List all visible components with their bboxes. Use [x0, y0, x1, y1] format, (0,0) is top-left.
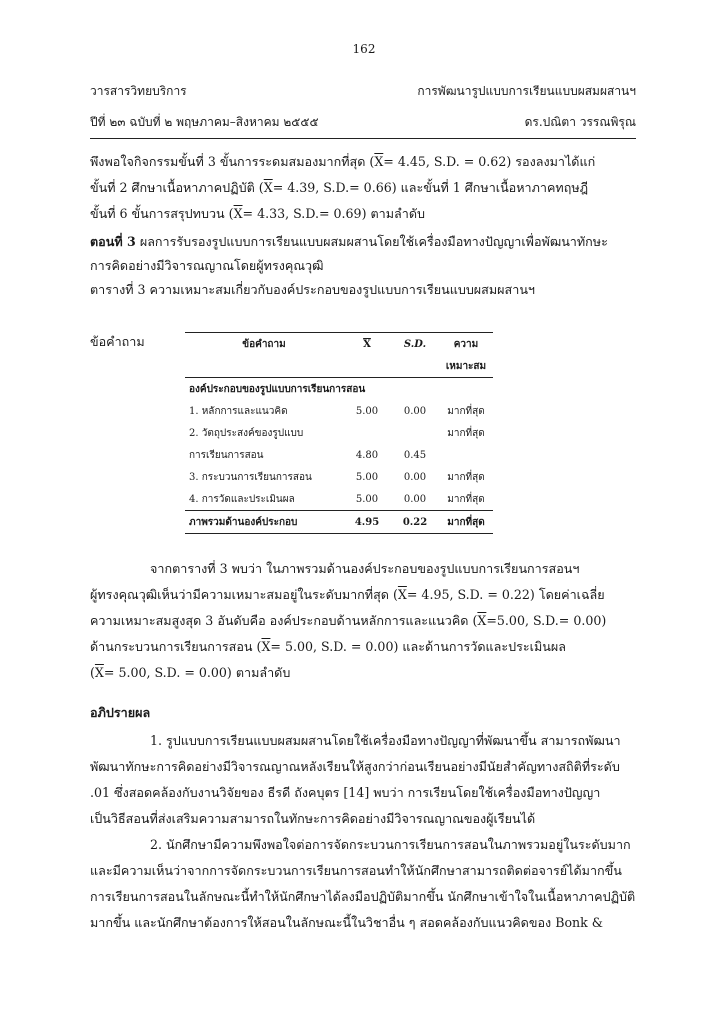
col-header-level: ความ	[453, 338, 479, 350]
text-line: มากขึ้น และนักศึกษาต้องการให้สอนในลักษณะนี้ในวิชาอื่น ๆ สอดคล้องกับแนวคิดของ Bonk &	[90, 915, 603, 930]
mean-symbol: $\overline{X}$	[374, 154, 384, 169]
text-line: เป็นวิธีสอนที่ส่งเสริมความสามารถในทักษะการคิดอย่างมีวิจารณญาณของผู้เรียนได้	[90, 811, 536, 826]
journal-issue: ปีที่ ๒๓ ฉบับที่ ๒ พฤษภาคม–สิงหาคม ๒๕๕๕	[90, 115, 319, 129]
article-title: การพัฒนารูปแบบการเรียนแบบผสมผสานฯ	[417, 84, 636, 98]
text-line: ขั้นที่ 2 ศึกษาเนื้อหาภาคปฏิบัติ ($\overline{X}= 4.39$, S.D.= 0.66) และขั้นที่ 1 ศึกษาเนื้อหาภาคทฤษฎี	[90, 180, 589, 195]
text-line: ความเหมาะสมสูงสุด 3 อันดับคือ องค์ประกอบด้านหลักการและแนวคิด ($\overline{X}=5.00$, S.D.= 0.00)	[90, 613, 607, 628]
mean-symbol: $\overline{X}$	[397, 587, 407, 602]
table-row: 3. กระบวนการเรียนการสอน 5.00 0.00 มากที่สุด	[189, 471, 485, 483]
text-line: พึงพอใจกิจกรรมขั้นที่ 3 ขั้นการระดมสมองมากที่สุด ($\overline{X}= 4.45$, S.D. = 0.62) รองลงมาได้แก่	[90, 154, 596, 169]
table-section-title: องค์ประกอบของรูปแบบการเรียนการสอน	[189, 383, 366, 395]
text-line: 1. รูปแบบการเรียนแบบผสมผสานโดยใช้เครื่องมือทางปัญญาที่พัฒนาขึ้น สามารถพัฒนา	[150, 733, 621, 748]
paragraph-satisfaction	[90, 149, 636, 227]
col-header-mean: $\overline{X}$	[363, 338, 371, 350]
table-caption: ตารางที่ 3 ความเหมาะสมเกี่ยวกับองค์ประกอบของรูปแบบการเรียนแบบผสมผสานฯ	[90, 282, 535, 297]
table-total-row: ภาพรวมด้านองค์ประกอบ 4.95 0.22 มากที่สุด	[185, 511, 493, 534]
mean-symbol: $\overline{X}$	[477, 613, 487, 628]
table-row: 4. การวัดและประเมินผล 5.00 0.00 มากที่สุด	[185, 488, 493, 511]
section-label: ตอนที่ 3	[90, 234, 136, 249]
col-header-sd: S.D.	[403, 338, 427, 350]
journal-name: วารสารวิทยบริการ	[90, 84, 187, 98]
section-heading-cont: การคิดอย่างมีวิจารณญาณโดยผู้ทรงคุณวุฒิ	[90, 258, 324, 273]
header-rule	[90, 138, 636, 139]
page-number: 162	[352, 42, 376, 56]
author-name: ดร.ปณิตา วรรณพิรุณ	[524, 115, 636, 129]
discussion-section	[90, 700, 636, 936]
text-line: ($\overline{X}= 5.00$, S.D. = 0.00) ตามลำดับ	[90, 665, 291, 680]
table-row: 2. วัตถุประสงค์ของรูปแบบ มากที่สุด	[189, 427, 485, 439]
text-line: และมีความเห็นว่าจากการจัดกระบวนการเรียนการสอนทำให้นักศึกษาสามารถติดต่อจารย์ได้มากขึ้น	[90, 863, 622, 878]
mean-symbol: $\overline{X}$	[263, 180, 273, 195]
mean-symbol: $\overline{X}$	[261, 639, 271, 654]
mean-symbol: $\overline{X}$	[233, 206, 243, 221]
col-header-level-cont: เหมาะสม	[445, 360, 487, 372]
question-label: ข้อคำถาม	[90, 334, 145, 349]
table-3	[185, 332, 493, 534]
text-line: ขั้นที่ 6 ขั้นการสรุปทบวน ($\overline{X}= 4.33$, S.D.= 0.69) ตามลำดับ	[90, 206, 425, 221]
text-line: ด้านกระบวนการเรียนการสอน ($\overline{X}= 5.00$, S.D. = 0.00) และด้านการวัดและประเมินผล	[90, 639, 566, 654]
table-row: การเรียนการสอน 4.80 0.45	[189, 449, 427, 461]
text-line: 2. นักศึกษามีความพึงพอใจต่อการจัดกระบวนการเรียนการสอนในภาพรวมอยู่ในระดับมาก	[150, 837, 631, 852]
col-header-item: ข้อคำถาม	[242, 338, 286, 350]
paragraph-table-summary	[90, 556, 636, 686]
text-line: .01 ซึ่งสอดคล้องกับงานวิจัยของ ธีรดี ถังคบุตร [14] พบว่า การเรียนโดยใช้เครื่องมือทางปัญญา	[90, 785, 601, 800]
mean-symbol: $\overline{X}$	[94, 665, 104, 680]
text-line: การเรียนการสอนในลักษณะนี้ทำให้นักศึกษาได้ลงมือปฏิบัติมากขึ้น นักศึกษาเข้าใจในเนื้อหาภาคปฏิบัติ	[90, 889, 636, 904]
text-line: ผู้ทรงคุณวุฒิเห็นว่ามีความเหมาะสมอยู่ในระดับมากที่สุด ($\overline{X}= 4.95$, S.D. = 0.22) โดยค่าเฉลี่ย	[90, 587, 605, 602]
table-row: 1. หลักการและแนวคิด 5.00 0.00 มากที่สุด	[189, 405, 485, 417]
discussion-heading: อภิปรายผล	[90, 705, 151, 720]
section-3-heading: ตอนที่ 3 ผลการรับรองรูปแบบการเรียนแบบผสมผสานโดยใช้เครื่องมือทางปัญญาเพื่อพัฒนาทักษะ การคิดอย่างมีวิจารณญาณโดยผู้ทรงคุณวุฒิ ตารางที่ 3 ความเหมาะสมเกี่ยวกับองค์ประกอบของรูปแบบการเรียนแบบผสมผสานฯ	[90, 230, 636, 302]
text-line: พัฒนาทักษะการคิดอย่างมีวิจารณญาณหลังเรียนให้สูงกว่าก่อนเรียนอย่างมีนัยสำคัญทางสถิติที่ระดับ	[90, 759, 620, 774]
text-line: จากตารางที่ 3 พบว่า ในภาพรวมด้านองค์ประกอบของรูปแบบการเรียนการสอนฯ	[150, 561, 580, 576]
